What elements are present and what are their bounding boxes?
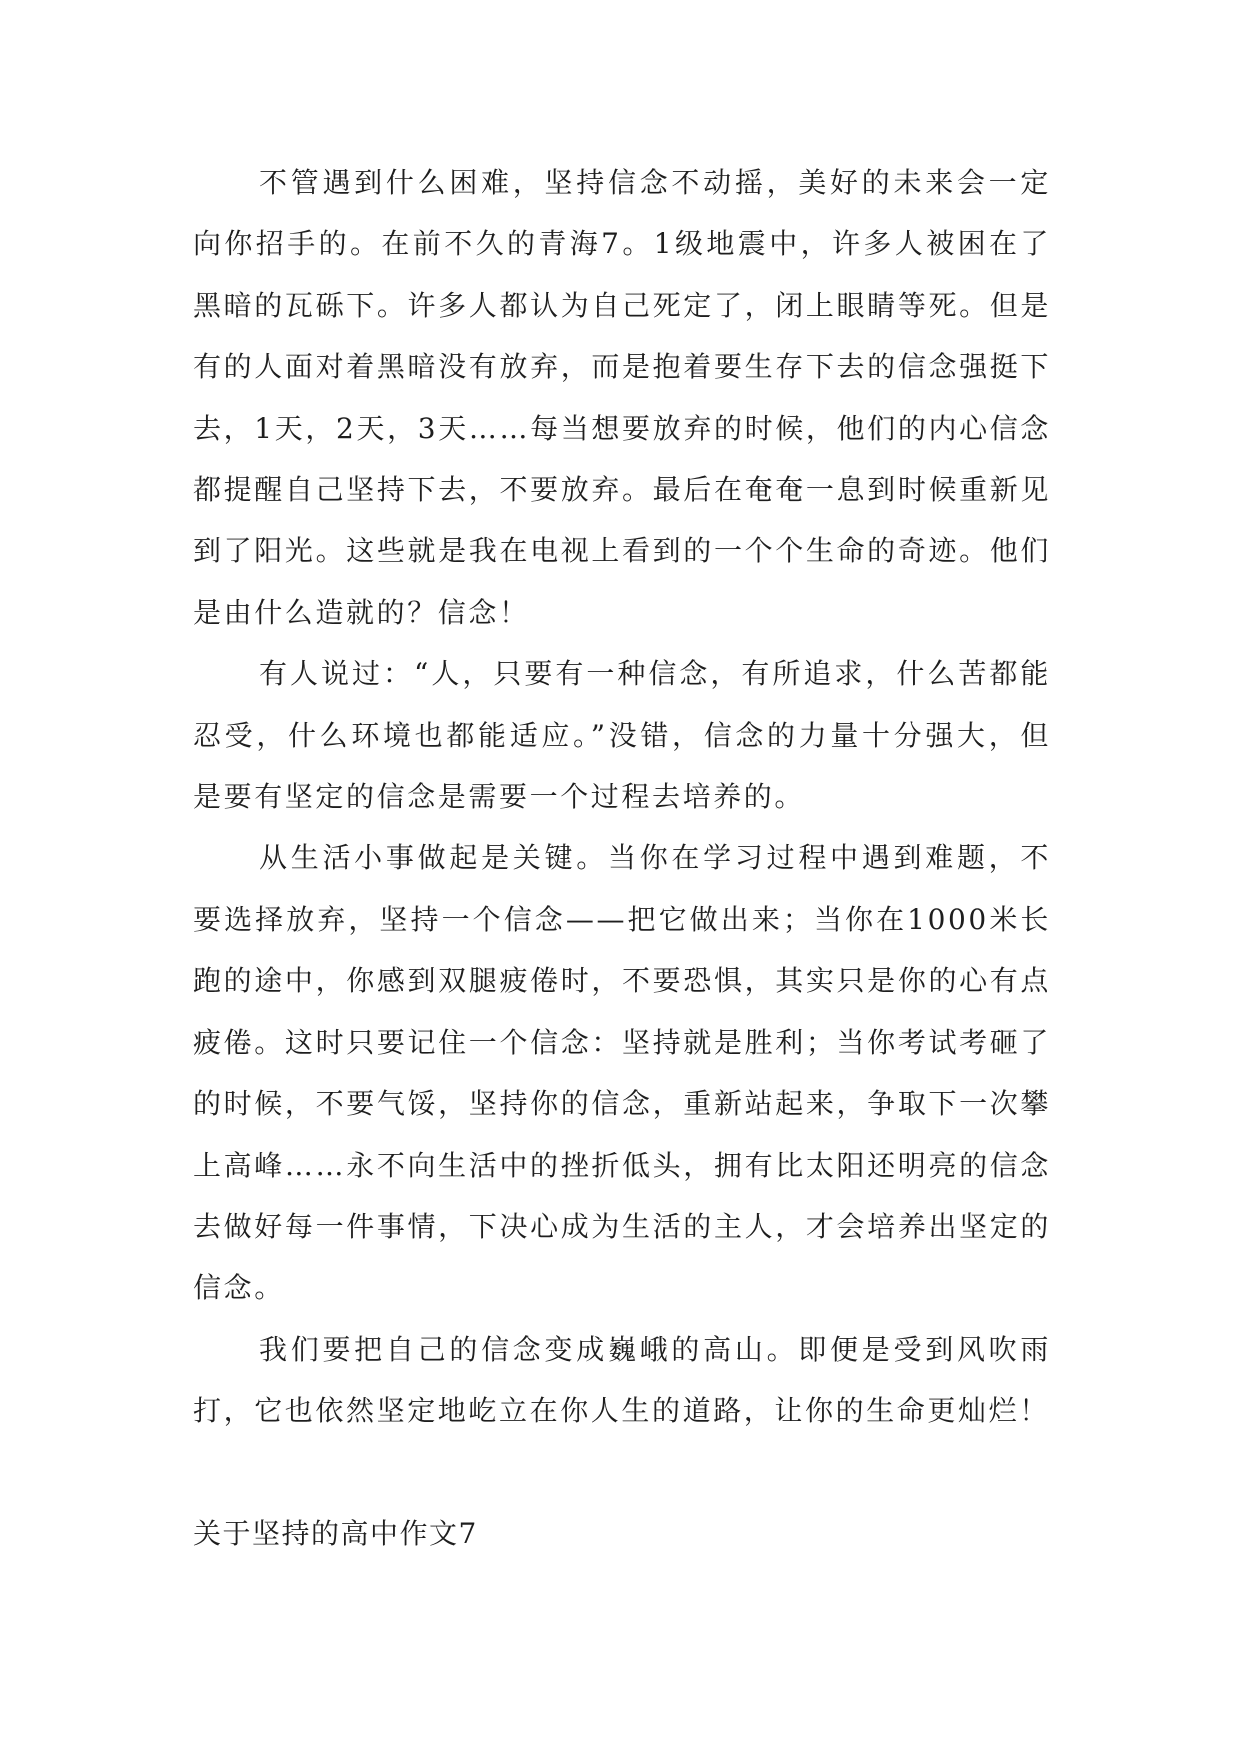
section-spacer (193, 1442, 1051, 1503)
essay-body (193, 152, 1051, 1564)
next-essay-heading: 关于坚持的高中作文7 (193, 1516, 478, 1550)
paragraph-quote: 有人说过：“人，只要有一种信念，有所追求，什么苦都能忍受，什么环境也都能适应。”没错，信念的力量十分强大，但是要有坚定的信念是需要一个过程去培养的。 (193, 657, 1051, 814)
paragraph-conclusion: 我们要把自己的信念变成巍峨的高山。即便是受到风吹雨打，它也依然坚定地屹立在你人生的道路，让你的生命更灿烂！ (193, 1332, 1051, 1428)
paragraph-daily-life: 从生活小事做起是关键。当你在学习过程中遇到难题，不要选择放弃，坚持一个信念——把它做出来；当你在1000米长跑的途中，你感到双腿疲倦时，不要恐惧，其实只是你的心有点疲倦。这时只要记住一个信念：坚持就是胜利；当你考试考砸了的时候，不要气馁，坚持你的信念，重新站起来，争取下一次攀上高峰……永不向生活中的挫折低头，拥有比太阳还明亮的信念去做好每一件事情，下决心成为生活的主人，才会培养出坚定的信念。 (193, 841, 1051, 1305)
paragraph-faith-earthquake: 不管遇到什么困难，坚持信念不动摇，美好的未来会一定向你招手的。在前不久的青海7。1级地震中，许多人被困在了黑暗的瓦砾下。许多人都认为自己死定了，闭上眼睛等死。但是有的人面对着黑暗没有放弃，而是抱着要生存下去的信念强挺下去，1天，2天，3天……每当想要放弃的时候，他们的内心信念都提醒自己坚持下去，不要放弃。最后在奄奄一息到时候重新见到了阳光。这些就是我在电视上看到的一个个生命的奇迹。他们是由什么造就的？信念！ (193, 166, 1051, 629)
